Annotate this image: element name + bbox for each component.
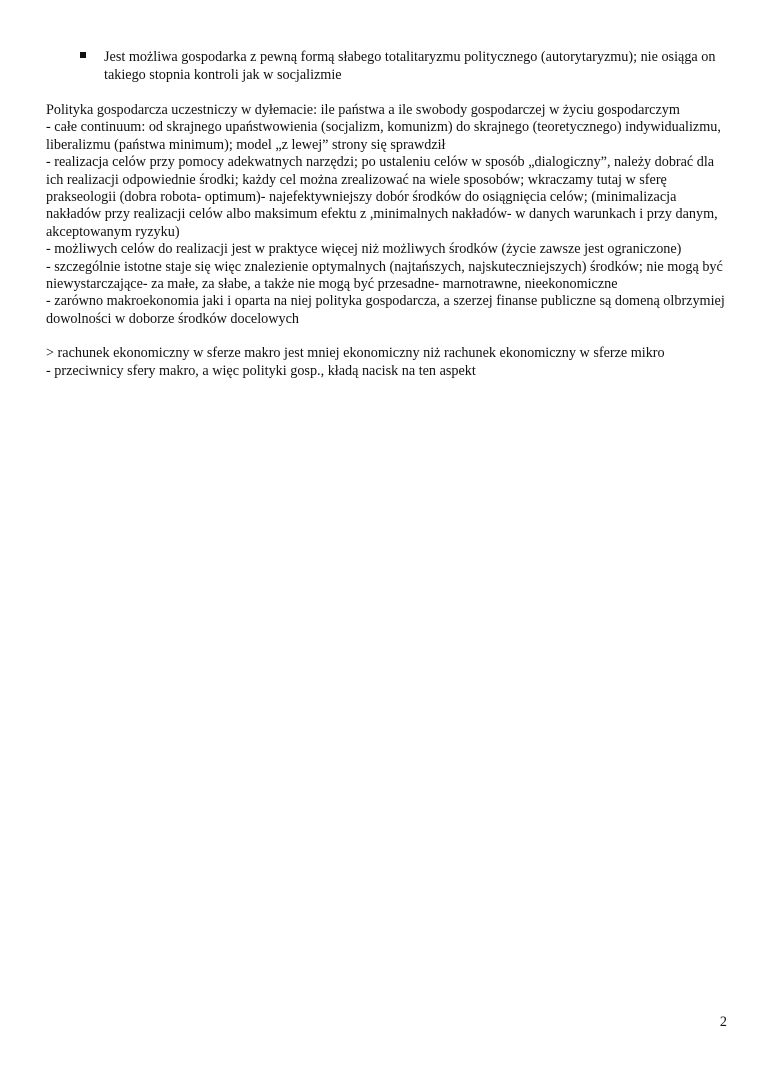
section-heading: Polityka gospodarcza uczestniczy w dyłemacie: ile państwa a ile swobody gospodarczej w życiu gospodarczym [46, 102, 680, 118]
paragraph-line: - zarówno makroekonomia jaki i oparta na niej polityka gospodarcza, a szerzej finanse publiczne są domeną olbrzymiej dowolności w doborze środków docelowych [46, 293, 725, 327]
paragraph-line: - przeciwnicy sfery makro, a więc polityki gosp., kładą nacisk na ten aspekt [46, 362, 476, 379]
paragraph-spacer [46, 328, 726, 345]
bullet-list-item [80, 48, 720, 84]
body-text [46, 102, 726, 380]
paragraph-line: > rachunek ekonomiczny w sferze makro jest mniej ekonomiczny niż rachunek ekonomiczny w sferze mikro [46, 345, 665, 362]
paragraph-line: - całe continuum: od skrajnego upaństwowienia (socjalizm, komunizm) do skrajnego (teoretycznego) indywidualizmu, liberalizmu (państwa minimum); model „z lewej” strony się sprawdził [46, 119, 721, 153]
paragraph-line: - realizacja celów przy pomocy adekwatnych narzędzi; po ustaleniu celów w sposób „dialogiczny”, należy dobrać dla ich realizacji odpowiednie środki; każdy cel można zrealizować na wiele sposobów; wkraczamy tutaj w sferę prakseologii (dobra robota- optimum)- najefektywniejszy dobór środków do osiągnięcia celów; (minimalizacja nakładów przy realizacji celów albo maksimum efektu z ,minimalnych nakładów- w danych warunkach i przy danym, akceptowanym ryzyku) [46, 154, 718, 240]
square-bullet-icon [80, 52, 86, 58]
paragraph-line: - możliwych celów do realizacji jest w praktyce więcej niż możliwych środków (życie zawsze jest ograniczone) [46, 241, 682, 258]
bullet-text: Jest możliwa gospodarka z pewną formą słabego totalitaryzmu politycznego (autorytaryzmu); nie osiąga on takiego stopnia kontroli jak w socjalizmie [104, 49, 716, 83]
paragraph-line: - szczególnie istotne staje się więc znalezienie optymalnych (najtańszych, najskuteczniejszych) środków; nie mogą być niewystarczające- za małe, za słabe, a także nie mogą być przesadne- marnotrawne, nieekonomiczne [46, 258, 723, 293]
page-number: 2 [719, 1014, 727, 1030]
